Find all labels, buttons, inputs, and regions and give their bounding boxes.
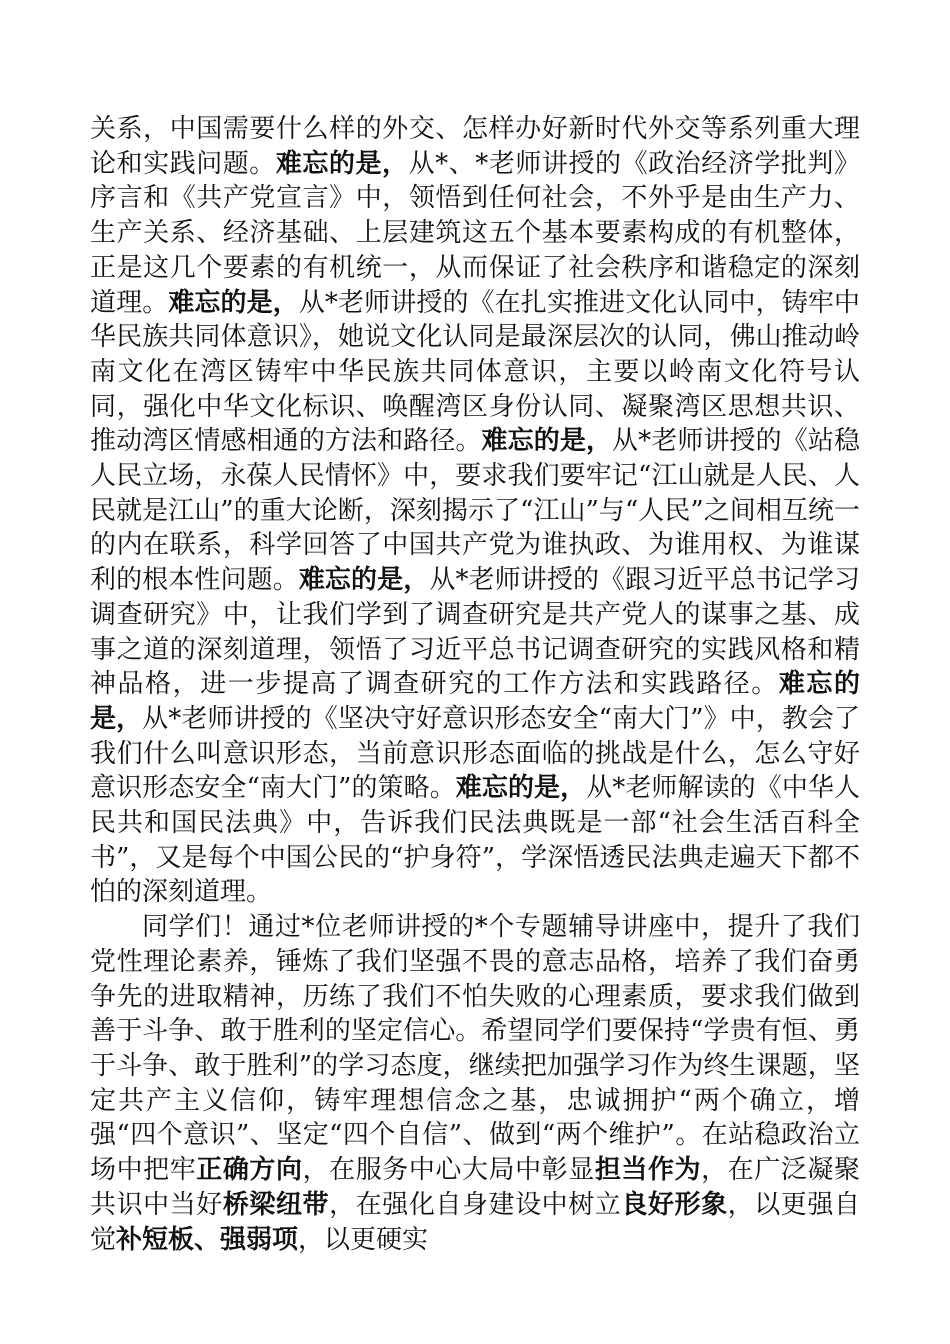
text-segment: 同学们！通过*位老师讲授的*个专题辅导讲座中，提升了我们党性理论素养，锤炼了我们坚强不畏的意志品格，培养了我们奋勇争先的进取精神，历练了我们不怕失败的心理素质，要求我们做到善于斗争、敢于胜利的坚定信心。希望同学们要保持“学贵有恒、勇于斗争、敢于胜利”的学习态度，继续把加强学习作为终生课题，坚定共产主义信仰，铸牢理想信念之基，忠诚拥护“两个确立，增强“四个意识”、坚定“四个自信”、做到“两个维护”。在站稳政治立场中把牢 [90, 912, 860, 1186]
emphasis-phrase: 桥梁纽带 [222, 1189, 330, 1220]
text-segment: ，在强化自身建设中树立 [329, 1189, 622, 1220]
text-segment: 从*老师讲授的《跟习近平总书记学习调查研究》中，让我们学到了调查研究是共产党人的谋事之基、成事之道的深刻道理，领悟了习近平总书记调查研究的实践风格和精神品格，进一步提高了调查研究的工作方法和实践路径。 [90, 565, 860, 700]
emphasis-heading: 难忘的是， [90, 669, 860, 734]
emphasis-heading: 难忘的是， [481, 426, 613, 457]
document-page [90, 112, 860, 1257]
text-segment: ，以更强自觉 [90, 1189, 860, 1255]
emphasis-heading: 难忘的是， [168, 287, 299, 318]
emphasis-heading: 难忘的是， [298, 565, 430, 596]
emphasis-heading: 难忘的是， [455, 773, 587, 804]
text-segment: 从*老师讲授的《在扎实推进文化认同中，铸牢中华民族共同体意识》，她说文化认同是最深层次的认同，佛山推动岭南文化在湾区铸牢中华民族共同体意识，主要以岭南文化符号认同，强化中华文化标识、唤醒湾区身份认同、凝聚湾区思想共识、推动湾区情感相通的方法和路径。 [90, 287, 860, 457]
text-segment: 关系，中国需要什么样的外交、怎样办好新时代外交等系列重大理论和实践问题。 [90, 114, 860, 179]
paragraph-address-to-students [90, 910, 860, 1257]
text-segment: 从*、*老师讲授的《政治经济学批判》序言和《共产党宣言》中，领悟到任何社会，不外乎是由生产力、生产关系、经济基础、上层建筑这五个基本要素构成的有机整体，正是这几个要素的有机统一，从而保证了社会秩序和谐稳定的深刻道理。 [90, 148, 860, 318]
emphasis-phrase: 良好形象 [621, 1189, 728, 1220]
text-segment: 从*老师讲授的《站稳人民立场，永葆人民情怀》中，要求我们要牢记“江山就是人民、人民就是江山”的重大论断，深刻揭示了“江山”与“人民”之间相互统一的内在联系，科学回答了中国共产党为谁执政、为谁用权、为谁谋利的根本性问题。 [90, 426, 860, 596]
emphasis-phrase: 正确方向 [196, 1155, 303, 1186]
text-segment: 从*老师讲授的《坚决守好意识形态安全“南大门”》中，教会了我们什么叫意识形态，当前意识形态面临的挑战是什么，怎么守好意识形态安全“南大门”的策略。 [90, 703, 860, 804]
text-segment: 从*老师解读的《中华人民共和国民法典》中，告诉我们民法典既是一部“社会生活百科全书”，又是每个中国公民的“护身符”，学深悟透民法典走遍天下都不怕的深刻道理。 [90, 773, 860, 908]
text-segment: ，以更硬实 [298, 1224, 429, 1255]
paragraph-lecture-recollections [90, 112, 860, 910]
text-segment: ，在广泛凝聚共识中当好 [90, 1155, 860, 1220]
text-segment: ，在服务中心大局中彰显 [302, 1155, 595, 1186]
emphasis-phrase: 补短板、强弱项 [116, 1224, 299, 1255]
emphasis-phrase: 担当作为 [594, 1155, 702, 1186]
emphasis-heading: 难忘的是， [275, 148, 409, 179]
